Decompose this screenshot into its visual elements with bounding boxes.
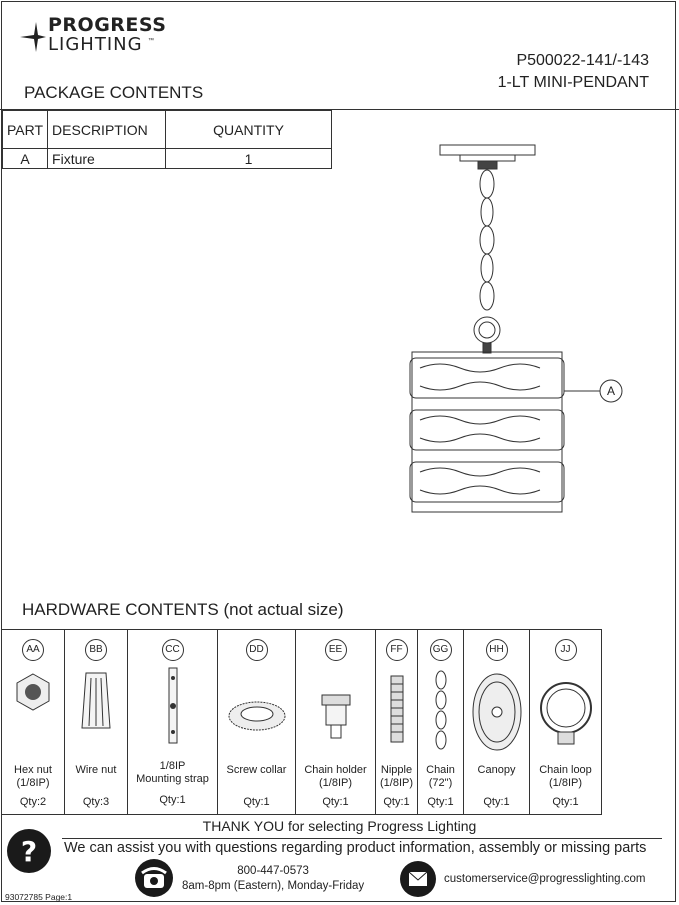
item-name: Chain (72") [426, 764, 455, 789]
hardware-item [418, 630, 464, 814]
item-code: BB [85, 639, 107, 661]
hardware-item [128, 630, 218, 814]
chain-icon [433, 670, 449, 756]
hardware-item [2, 630, 65, 814]
canopy-icon [471, 672, 523, 752]
hardware-item [218, 630, 296, 814]
item-code: HH [486, 639, 508, 661]
model-name: 1-LT MINI-PENDANT [497, 74, 649, 91]
screw-collar-icon [227, 696, 287, 736]
item-name: 1/8IP Mounting strap [136, 760, 209, 785]
hardware-contents-title: HARDWARE CONTENTS (not actual size) [22, 600, 344, 619]
item-name: Wire nut [75, 764, 117, 776]
row-part: A [3, 149, 48, 169]
email-address: customerservice@progresslighting.com [444, 873, 646, 885]
hardware-item [530, 630, 602, 814]
divider [62, 838, 662, 839]
item-code: GG [430, 639, 452, 661]
email-icon [399, 860, 437, 898]
hardware-grid [2, 629, 602, 815]
hardware-item [464, 630, 530, 814]
item-code: JJ [555, 639, 577, 661]
logo-line2: LIGHTING [48, 34, 143, 55]
table-row [3, 149, 332, 169]
item-qty: Qty:1 [427, 796, 454, 808]
item-qty: Qty:1 [322, 796, 349, 808]
item-qty: Qty:3 [82, 796, 110, 808]
hardware-item [376, 630, 418, 814]
header-part: PART [3, 111, 48, 149]
hardware-item [296, 630, 376, 814]
row-quantity: 1 [166, 149, 332, 169]
header-description: DESCRIPTION [48, 111, 166, 149]
item-name: Chain loop (1/8IP) [539, 764, 592, 789]
item-code: EE [325, 639, 347, 661]
mounting-strap-icon [163, 666, 183, 746]
package-contents-title: PACKAGE CONTENTS [24, 83, 204, 102]
item-name: Chain holder (1/8IP) [304, 764, 367, 789]
chain-loop-icon [538, 680, 594, 750]
item-qty: Qty:1 [159, 794, 186, 806]
phone-block [182, 864, 364, 894]
item-qty: Qty:1 [383, 796, 410, 808]
help-icon [6, 828, 52, 874]
fixture-diagram [400, 140, 640, 520]
phone-icon [134, 858, 174, 898]
hours: 8am-8pm (Eastern), Monday-Friday [182, 880, 365, 892]
doc-footer: 93072785 Page:1 [5, 892, 73, 902]
model-number: P500022-141/-143 [516, 52, 649, 69]
item-name: Nipple (1/8IP) [379, 764, 413, 789]
row-description: Fixture [48, 149, 166, 169]
item-name: Screw collar [226, 764, 287, 776]
item-name: Canopy [477, 764, 516, 776]
trademark: ™ [148, 38, 154, 44]
thank-you-line: THANK YOU for selecting Progress Lighting [202, 818, 477, 834]
hardware-item [65, 630, 128, 814]
help-symbol: ? [20, 835, 38, 868]
item-name: Hex nut (1/8IP) [14, 764, 52, 789]
item-code: FF [386, 639, 408, 661]
chain-holder-icon [319, 692, 353, 742]
item-qty: Qty:1 [243, 796, 270, 808]
callout-a: A [606, 384, 616, 398]
model-block [498, 50, 649, 94]
item-qty: Qty:1 [552, 796, 579, 808]
star-logo-icon [20, 22, 46, 52]
nipple-icon [389, 674, 405, 744]
hex-nut-icon [13, 672, 53, 712]
package-table [2, 110, 332, 169]
item-code: DD [246, 639, 268, 661]
item-qty: Qty:1 [483, 796, 510, 808]
wire-nut-icon [76, 668, 116, 738]
item-qty: Qty:2 [19, 796, 47, 808]
item-code: AA [22, 639, 44, 661]
phone-number: 800-447-0573 [237, 865, 309, 877]
item-code: CC [162, 639, 184, 661]
header-quantity: QUANTITY [166, 111, 332, 149]
logo-line1: PROGRESS [48, 14, 167, 36]
assist-text: We can assist you with questions regarding product information, assembly or missing parts [64, 840, 647, 856]
